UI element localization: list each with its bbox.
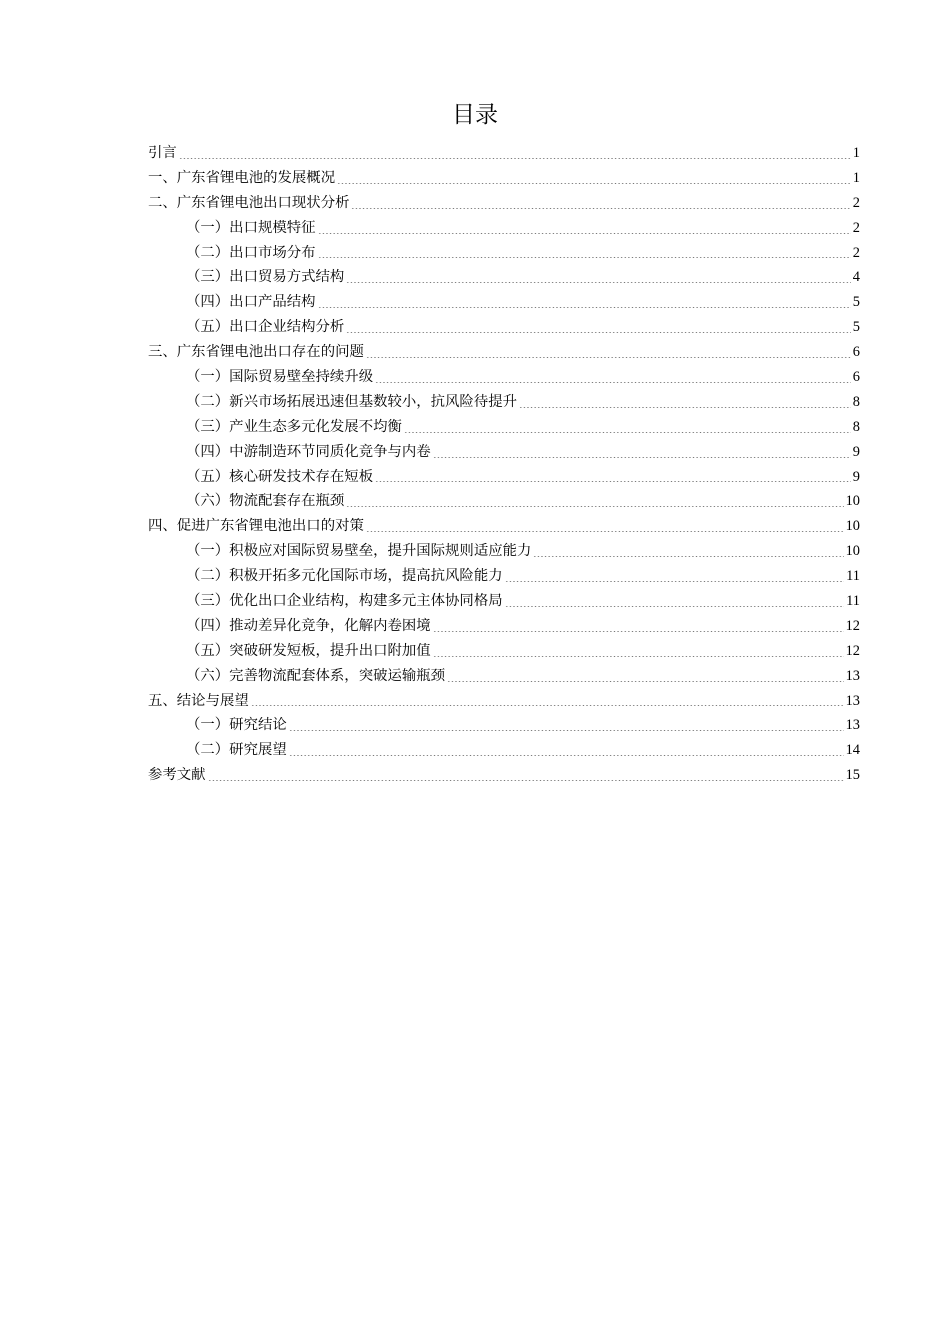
toc-entry-section[interactable] (148, 489, 860, 514)
toc-page-number: 9 (852, 468, 860, 485)
toc-dot-leader (519, 407, 851, 408)
toc-dot-leader (375, 481, 851, 482)
toc-list (148, 141, 860, 788)
toc-dot-leader (337, 183, 851, 184)
toc-page-number: 15 (845, 767, 860, 784)
toc-dot-leader (251, 705, 844, 706)
toc-page-number: 1 (852, 169, 860, 186)
toc-entry-label: 引言 (148, 145, 177, 161)
toc-page-number: 2 (852, 244, 860, 261)
toc-dot-leader (289, 755, 844, 756)
toc-entry-section[interactable] (148, 564, 860, 589)
toc-entry-label: （五）突破研发短板，提升出口附加值 (186, 642, 431, 659)
toc-page-number: 6 (852, 344, 860, 361)
toc-page-number: 9 (852, 443, 860, 460)
toc-entry-section[interactable] (148, 440, 860, 465)
toc-entry-label: （二）积极开拓多元化国际市场，提高抗风险能力 (186, 568, 503, 585)
toc-entry-chapter[interactable] (148, 763, 860, 788)
toc-page-number: 1 (852, 145, 860, 161)
toc-entry-label: （六）物流配套存在瓶颈 (186, 493, 345, 510)
toc-entry-section[interactable] (148, 290, 860, 315)
toc-entry-section[interactable] (148, 539, 860, 564)
toc-dot-leader (318, 257, 851, 258)
toc-page-number: 12 (845, 617, 860, 634)
toc-dot-leader (318, 233, 851, 234)
toc-entry-section[interactable] (148, 216, 860, 241)
toc-entry-chapter[interactable] (148, 141, 860, 166)
toc-entry-label: 四、促进广东省锂电池出口的对策 (148, 518, 364, 535)
toc-entry-label: 一、广东省锂电池的发展概况 (148, 169, 336, 186)
toc-entry-label: 参考文献 (148, 767, 206, 784)
toc-entry-label: （二）新兴市场拓展迅速但基数较小，抗风险待提升 (186, 393, 517, 410)
toc-page-number: 2 (852, 219, 860, 236)
toc-entry-label: （五）出口企业结构分析 (186, 319, 345, 336)
toc-entry-label: （五）核心研发技术存在短板 (186, 468, 374, 485)
toc-dot-leader (346, 332, 850, 333)
toc-entry-label: 五、结论与展望 (148, 692, 249, 709)
toc-dot-leader (289, 730, 844, 731)
toc-dot-leader (404, 432, 851, 433)
toc-dot-leader (366, 531, 844, 532)
toc-page-number: 2 (852, 194, 860, 211)
toc-entry-section[interactable] (148, 465, 860, 490)
toc-page-number: 11 (846, 568, 860, 585)
toc-entry-section[interactable] (148, 415, 860, 440)
toc-entry-chapter[interactable] (148, 191, 860, 216)
toc-dot-leader (505, 606, 845, 607)
toc-entry-section[interactable] (148, 390, 860, 415)
toc-entry-label: （二）出口市场分布 (186, 244, 316, 261)
toc-dot-leader (433, 656, 844, 657)
toc-entry-label: （四）中游制造环节同质化竞争与内卷 (186, 443, 431, 460)
toc-entry-label: 二、广东省锂电池出口现状分析 (148, 194, 350, 211)
toc-entry-label: （一）国际贸易壁垒持续升级 (186, 369, 374, 386)
toc-entry-section[interactable] (148, 241, 860, 266)
toc-entry-section[interactable] (148, 365, 860, 390)
toc-dot-leader (533, 556, 843, 557)
toc-entry-label: （二）研究展望 (186, 742, 287, 759)
toc-entry-chapter[interactable] (148, 514, 860, 539)
toc-page-number: 8 (852, 393, 860, 410)
toc-dot-leader (346, 506, 843, 507)
toc-dot-leader (375, 382, 851, 383)
toc-dot-leader (208, 780, 844, 781)
toc-entry-section[interactable] (148, 713, 860, 738)
toc-entry-section[interactable] (148, 639, 860, 664)
toc-dot-leader (351, 208, 850, 209)
toc-entry-label: 三、广东省锂电池出口存在的问题 (148, 344, 364, 361)
toc-page-number: 10 (845, 493, 860, 510)
toc-dot-leader (433, 631, 844, 632)
toc-entry-label: （一）研究结论 (186, 717, 287, 734)
toc-page-number: 12 (845, 642, 860, 659)
toc-dot-leader (346, 282, 850, 283)
toc-entry-label: （四）推动差异化竞争，化解内卷困境 (186, 617, 431, 634)
toc-page-number: 6 (852, 369, 860, 386)
toc-entry-label: （一）出口规模特征 (186, 219, 316, 236)
toc-page-number: 5 (852, 294, 860, 311)
toc-entry-section[interactable] (148, 614, 860, 639)
toc-entry-label: （三）出口贸易方式结构 (186, 269, 345, 286)
toc-entry-label: （一）积极应对国际贸易壁垒，提升国际规则适应能力 (186, 543, 532, 560)
toc-dot-leader (179, 158, 851, 159)
toc-title: 目录 (452, 102, 498, 128)
toc-page-number: 10 (845, 518, 860, 535)
toc-entry-chapter[interactable] (148, 166, 860, 191)
toc-dot-leader (447, 681, 844, 682)
toc-entry-section[interactable] (148, 315, 860, 340)
toc-page-number: 13 (845, 667, 860, 684)
toc-entry-label: （六）完善物流配套体系，突破运输瓶颈 (186, 667, 446, 684)
toc-entry-section[interactable] (148, 664, 860, 689)
toc-entry-section[interactable] (148, 589, 860, 614)
toc-entry-section[interactable] (148, 265, 860, 290)
toc-entry-label: （四）出口产品结构 (186, 294, 316, 311)
toc-page-number: 4 (852, 269, 860, 286)
toc-page-number: 13 (845, 692, 860, 709)
toc-page-number: 5 (852, 319, 860, 336)
toc-page-number: 11 (846, 593, 860, 610)
toc-page-number: 8 (852, 418, 860, 435)
toc-entry-chapter[interactable] (148, 689, 860, 714)
toc-entry-section[interactable] (148, 738, 860, 763)
toc-page-number: 10 (845, 543, 860, 560)
toc-dot-leader (433, 457, 851, 458)
toc-page-number: 13 (845, 717, 860, 734)
toc-dot-leader (505, 581, 845, 582)
toc-entry-chapter[interactable] (148, 340, 860, 365)
toc-dot-leader (366, 357, 851, 358)
toc-entry-label: （三）产业生态多元化发展不均衡 (186, 418, 402, 435)
toc-page-number: 14 (845, 742, 860, 759)
toc-dot-leader (318, 307, 851, 308)
toc-entry-label: （三）优化出口企业结构，构建多元主体协同格局 (186, 593, 503, 610)
